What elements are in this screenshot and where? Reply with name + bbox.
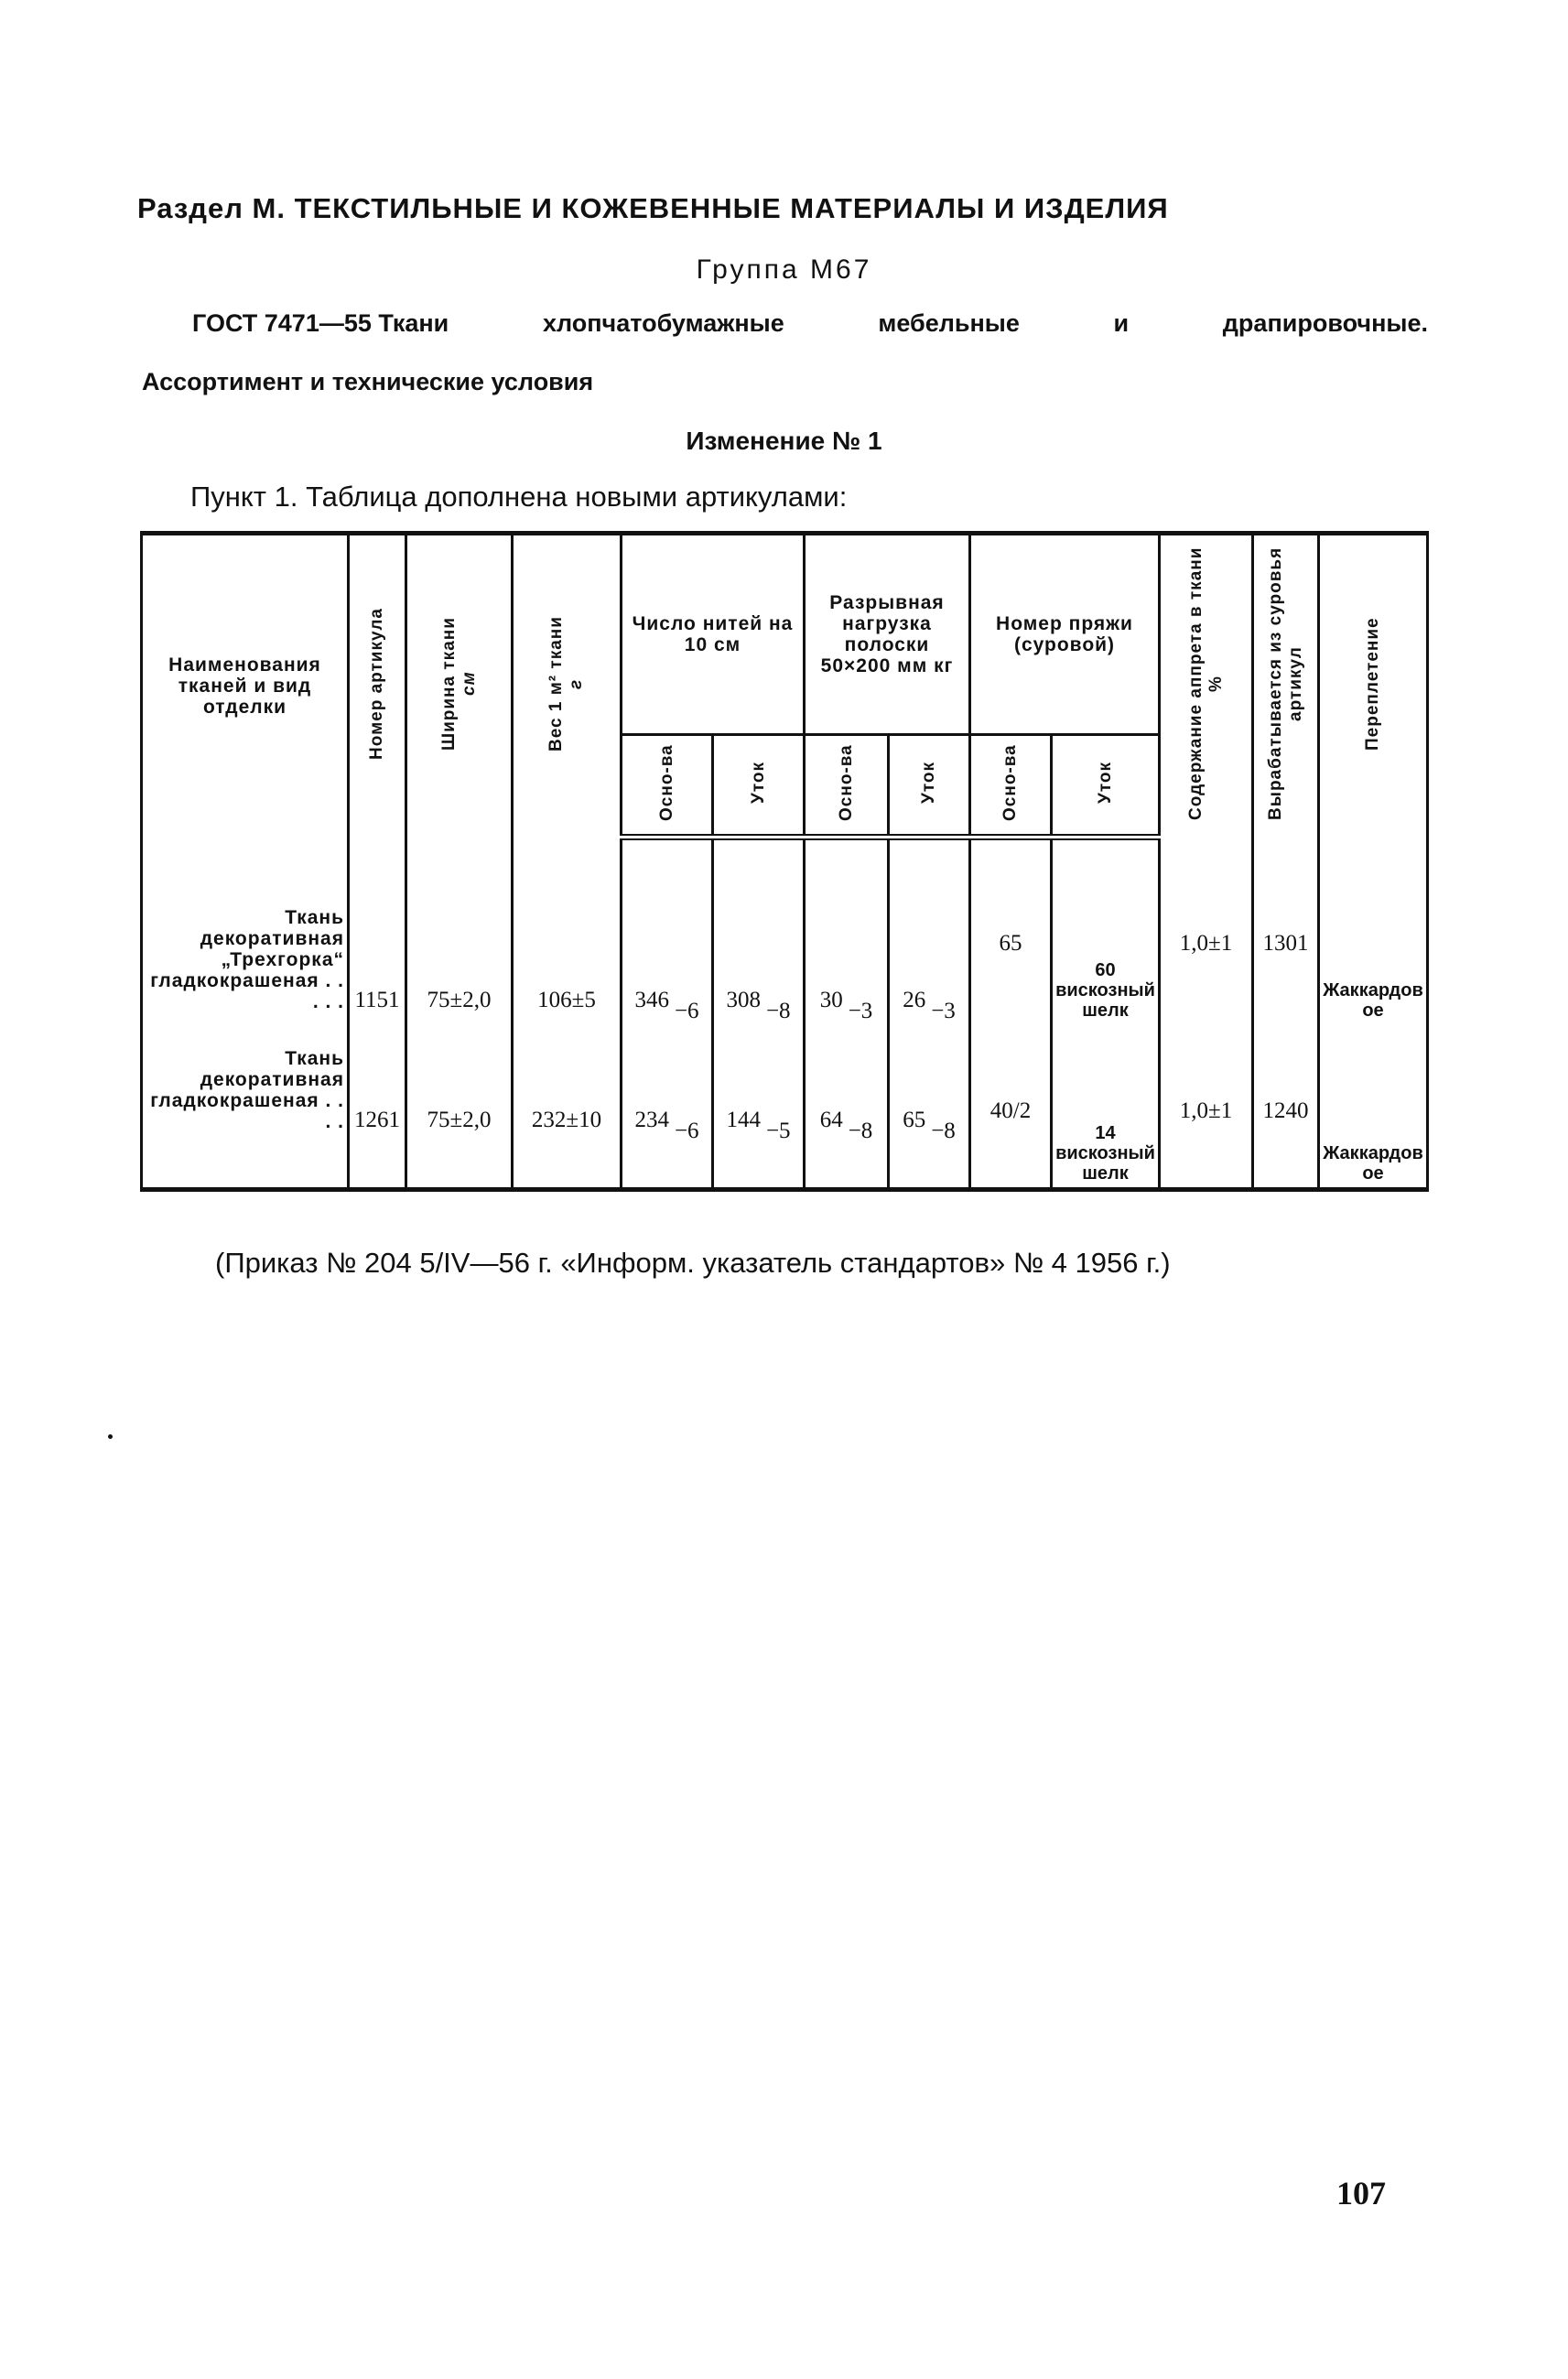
cell-load-weft: 65 −8 (889, 1021, 970, 1190)
cell-load-warp: 64 −8 (805, 1021, 889, 1190)
header-yarn: Номер пряжи (суровой) (970, 534, 1160, 735)
cell-name: Ткань декоративная „Трехгорка“ гладкокрашеная . . . . . (142, 838, 349, 1021)
cell-finish: 1,0±1 (1160, 1021, 1253, 1190)
header-made-from: Вырабатывается из суровья артикул (1253, 534, 1319, 838)
cell-finish: 1,0±1 (1160, 838, 1253, 1021)
header-yarn-weft: Уток (1052, 735, 1160, 838)
change-heading: Изменение № 1 (686, 427, 882, 455)
header-load-warp: Осно-ва (805, 735, 889, 838)
header-yarn-warp: Осно-ва (970, 735, 1052, 838)
header-threads: Число нитей на 10 см (622, 534, 805, 735)
cell-weave: Жаккардовое (1319, 1021, 1428, 1190)
cell-threads-warp: 234 −6 (622, 1021, 713, 1190)
cell-weight: 106±5 (513, 838, 622, 1021)
cell-weave: Жаккардовое (1319, 838, 1428, 1021)
cell-name: Ткань декоративная гладкокрашеная . . . . (142, 1021, 349, 1190)
section-title: Раздел М. ТЕКСТИЛЬНЫЕ И КОЖЕВЕННЫЕ МАТЕРИАЛЫ И ИЗДЕЛИЯ (137, 192, 1169, 224)
header-name: Наименования тканей и вид отделки (142, 534, 349, 838)
cell-threads-warp: 346 −6 (622, 838, 713, 1021)
cell-load-weft: 26 −3 (889, 838, 970, 1021)
header-article: Номер артикула (349, 534, 406, 838)
header-threads-warp: Осно-ва (622, 735, 713, 838)
header-weave: Переплетение (1319, 534, 1428, 838)
cell-article: 1261 (349, 1021, 406, 1190)
intro-text: Пункт 1. Таблица дополнена новыми артикулами: (190, 481, 848, 513)
gost-subtitle: Ассортимент и технические условия (142, 368, 594, 395)
cell-weight: 232±10 (513, 1021, 622, 1190)
gost-word: мебельные (878, 309, 1020, 337)
header-threads-weft: Уток (713, 735, 805, 838)
header-weight: Вес 1 м² ткани г (513, 534, 622, 838)
cell-made-from: 1240 (1253, 1021, 1319, 1190)
cell-yarn-warp: 65 (970, 838, 1052, 1021)
cell-yarn-weft: 14 вискозный шелк (1052, 1021, 1160, 1190)
header-finish: Содержание аппрета в ткани % (1160, 534, 1253, 838)
table-and-footnote (140, 531, 1513, 1280)
articles-table (140, 531, 1429, 1192)
header-width: Ширина ткани см (406, 534, 513, 838)
table-row (142, 838, 1428, 1021)
page-number: 107 (1336, 2175, 1386, 2211)
cell-width: 75±2,0 (406, 838, 513, 1021)
cell-made-from: 1301 (1253, 838, 1319, 1021)
table-row (142, 1021, 1428, 1190)
group-code: Группа М67 (696, 254, 872, 285)
gost-word: и (1113, 309, 1130, 337)
gost-word: хлопчатобумажные (542, 309, 784, 337)
cell-width: 75±2,0 (406, 1021, 513, 1190)
stray-dot (108, 1434, 113, 1439)
header-load-weft: Уток (889, 735, 970, 838)
gost-word: ГОСТ 7471—55 Ткани (192, 309, 449, 337)
cell-yarn-warp: 40/2 (970, 1021, 1052, 1190)
header-load: Разрывная нагрузка полоски 50×200 мм кг (805, 534, 970, 735)
cell-article: 1151 (349, 838, 406, 1021)
order-reference: (Приказ № 204 5/IV—56 г. «Информ. указатель стандартов» № 4 1956 г.) (215, 1247, 1171, 1279)
gost-word: драпировочные. (1222, 309, 1428, 337)
cell-threads-weft: 144 −5 (713, 1021, 805, 1190)
cell-yarn-weft: 60 вискозный шелк (1052, 838, 1160, 1021)
cell-load-warp: 30 −3 (805, 838, 889, 1021)
cell-threads-weft: 308 −8 (713, 838, 805, 1021)
gost-title (192, 309, 1428, 338)
